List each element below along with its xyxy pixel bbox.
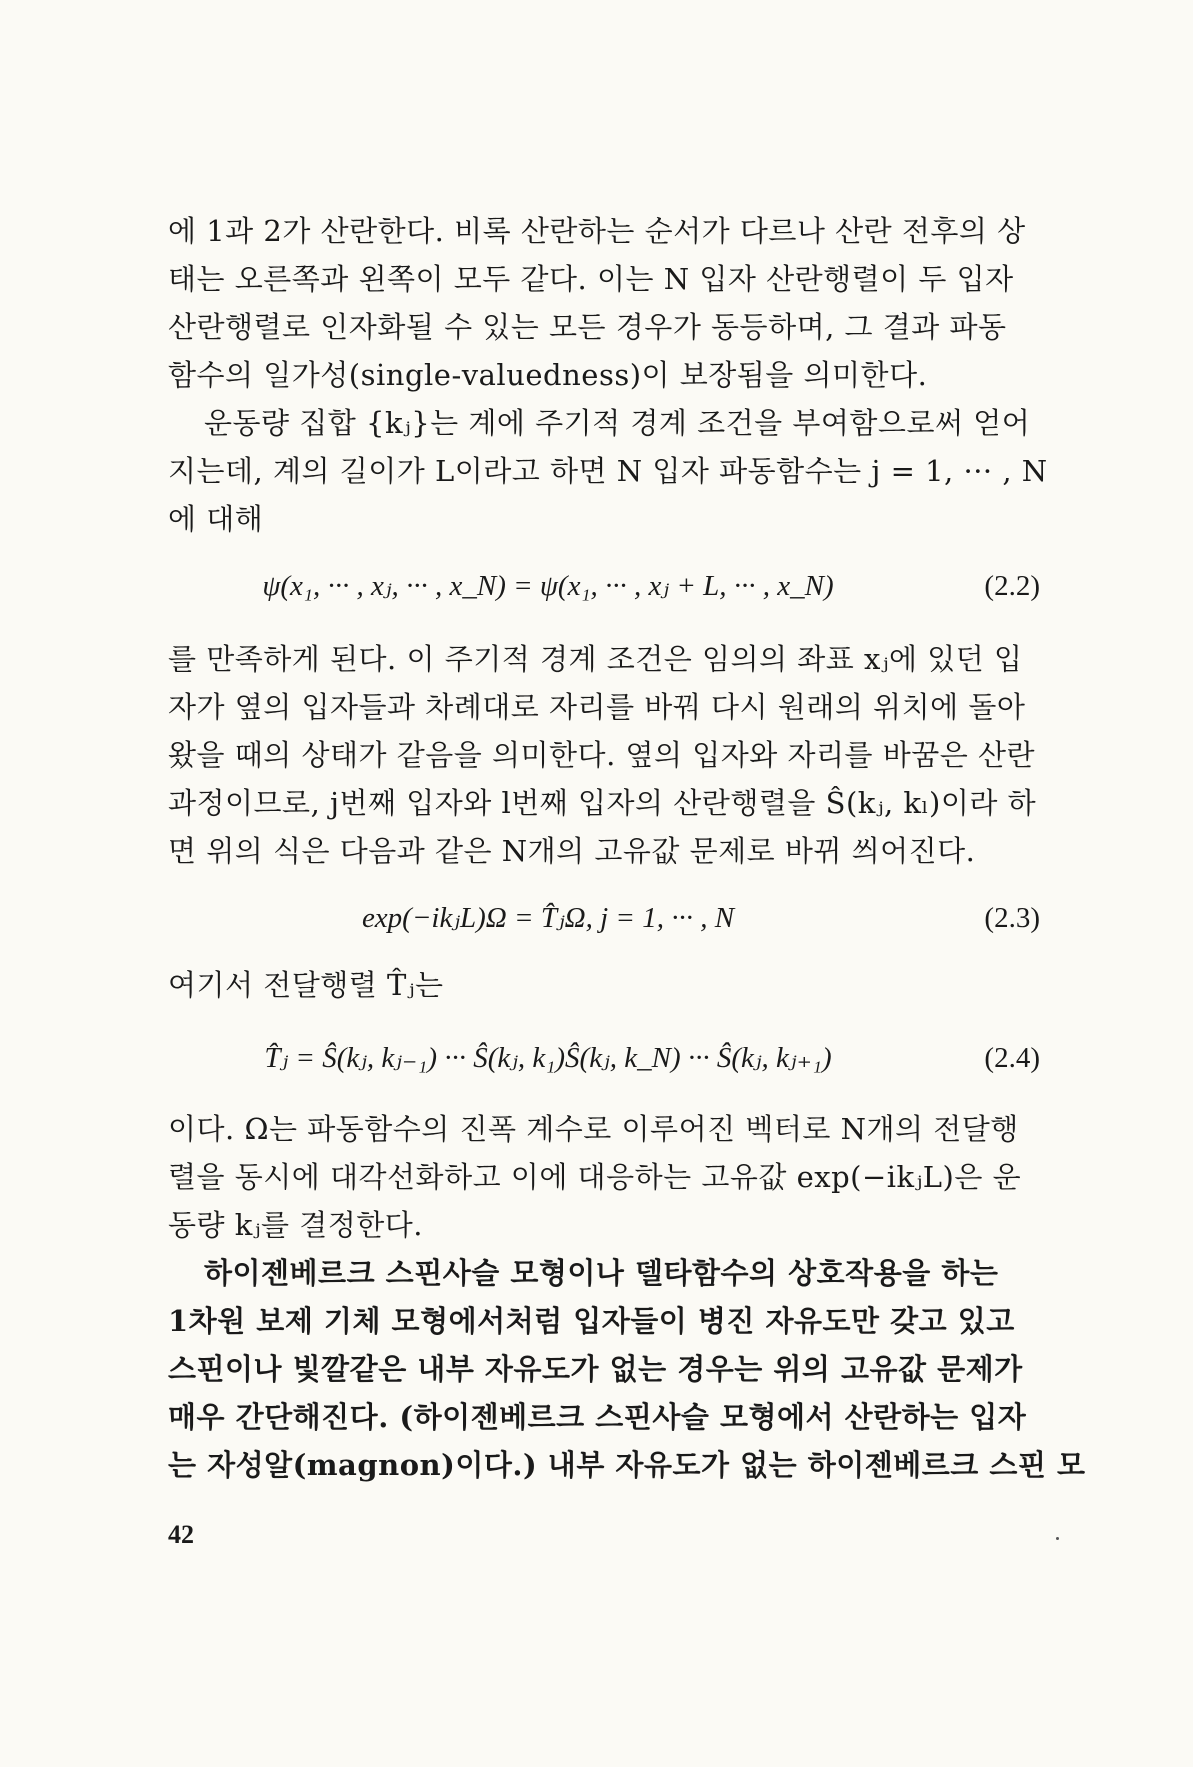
text-line: 운동량 집합 {kⱼ}는 계에 주기적 경계 조건을 부여함으로써 얻어 [204, 406, 1031, 440]
equation-2-4 [168, 1034, 1040, 1082]
equation-2-3 [168, 894, 1040, 942]
text-line: 를 만족하게 된다. 이 주기적 경계 조건은 임의의 좌표 xⱼ에 있던 입 [168, 642, 1023, 676]
text-line: 면 위의 식은 다음과 같은 N개의 고유값 문제로 바뀌 씌어진다. [168, 834, 976, 868]
text-line: 에 1과 2가 산란한다. 비록 산란하는 순서가 다르나 산란 전후의 상 [168, 214, 1026, 248]
text-line: 스핀이나 빛깔같은 내부 자유도가 없는 경우는 위의 고유값 문제가 [168, 1352, 1023, 1386]
text-line: 태는 오른쪽과 왼쪽이 모두 같다. 이는 N 입자 산란행렬이 두 입자 [168, 262, 1014, 296]
text-line: 매우 간단해진다. (하이젠베르크 스핀사슬 모형에서 산란하는 입자 [168, 1400, 1027, 1434]
equation-expression: exp(−ikⱼL)Ω = T̂ⱼΩ, j = 1, ··· , N [361, 902, 735, 934]
text-line: 왔을 때의 상태가 같음을 의미한다. 옆의 입자와 자리를 바꿈은 산란 [168, 738, 1036, 772]
text-line: 1차원 보제 기체 모형에서처럼 입자들이 병진 자유도만 갖고 있고 [168, 1304, 1015, 1338]
text-line: 과정이므로, j번째 입자와 l번째 입자의 산란행렬을 Ŝ(kⱼ, kₗ)이라 하 [168, 786, 1037, 820]
text-line: 이다. Ω는 파동함수의 진폭 계수로 이루어진 벡터로 N개의 전달행 [168, 1112, 1019, 1146]
text-line: 동량 kⱼ를 결정한다. [168, 1208, 423, 1242]
page-number: 42 [168, 1520, 194, 1549]
equation-number: (2.2) [984, 570, 1040, 602]
text-line: 하이젠베르크 스핀사슬 모형이나 델타함수의 상호작용을 하는 [204, 1256, 999, 1290]
equation-expression: T̂ⱼ = Ŝ(kⱼ, kⱼ₋₁) ··· Ŝ(kⱼ, k₁)Ŝ(kⱼ, k_N) ··· Ŝ(kⱼ, kⱼ₊₁) [264, 1042, 832, 1074]
text-line: 지는데, 계의 길이가 L이라고 하면 N 입자 파동함수는 j = 1, ··· , N [168, 454, 1048, 488]
text-line: 자가 옆의 입자들과 차례대로 자리를 바꿔 다시 원래의 위치에 돌아 [168, 690, 1026, 724]
equation-expression: ψ(x₁, ··· , xⱼ, ··· , x_N) = ψ(x₁, ··· , xⱼ + L, ··· , x_N) [262, 570, 834, 602]
text-line: 산란행렬로 인자화될 수 있는 모든 경우가 동등하며, 그 결과 파동 [168, 310, 1007, 344]
dot-mark [1056, 1537, 1059, 1540]
equation-number: (2.4) [984, 1042, 1040, 1074]
text-line: 에 대해 [168, 502, 264, 536]
equation-number: (2.3) [984, 902, 1040, 934]
text-line: 는 자성알(magnon)이다.) 내부 자유도가 없는 하이젠베르크 스핀 모 [168, 1448, 1086, 1482]
text-line: 함수의 일가성(single-valuedness)이 보장됨을 의미한다. [168, 358, 928, 392]
equation-2-2 [168, 562, 1040, 610]
text-line: 렬을 동시에 대각선화하고 이에 대응하는 고유값 exp(−ikⱼL)은 운 [168, 1160, 1022, 1194]
text-line: 여기서 전달행렬 T̂ⱼ는 [168, 968, 444, 1002]
